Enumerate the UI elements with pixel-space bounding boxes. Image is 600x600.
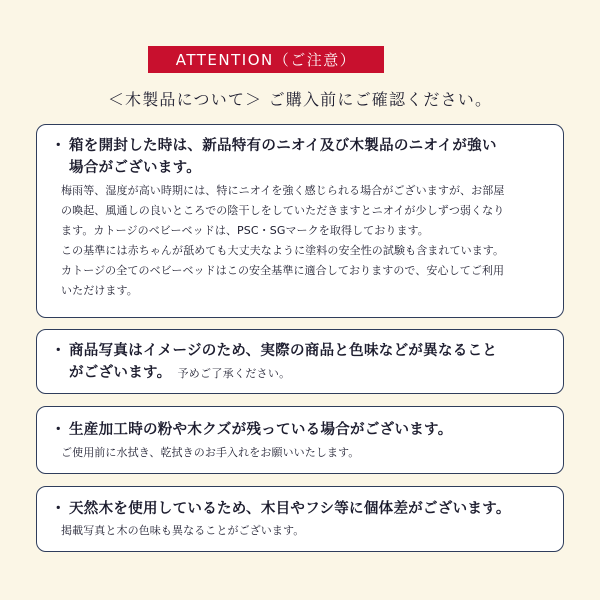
attention-banner [148, 46, 384, 73]
notice-heading-line1: 商品写真はイメージのため、実際の商品と色味などが異なること [69, 343, 498, 359]
bullet-icon: ・ [51, 138, 66, 154]
notice-body-line: この基準には赤ちゃんが舐めても大丈夫なように塗料の安全性の試験も含まれています。 [61, 244, 505, 257]
notice-body-line: の喚起、風通しの良いところでの陰干しをしていただきますとニオイが少しずつ弱くなり [61, 204, 505, 217]
notice-inline-note: 予めご了承ください。 [177, 367, 291, 380]
notice-card-odor [36, 124, 564, 318]
notice-body-line: 梅雨等、湿度が高い時期には、特にニオイを強く感じられる場合がございますが、お部屋 [61, 184, 505, 197]
bullet-icon: ・ [51, 501, 66, 517]
notice-card-dust [36, 406, 564, 474]
notice-body-line: いただけます。 [61, 284, 138, 297]
notice-heading-line1: 生産加工時の粉や木クズが残っている場合がございます。 [69, 422, 453, 438]
notice-heading [51, 135, 551, 179]
notice-heading-line2: 場合がございます。 [69, 160, 202, 176]
notice-body-line: カトージの全てのベビーベッドはこの安全基準に適合しておりますので、安心してご利用 [61, 264, 505, 277]
page-subtitle: ＜木製品について＞ ご購入前にご確認ください。 [107, 90, 493, 109]
notice-card-photo [36, 329, 564, 394]
notice-heading-line2: がございます。 [69, 365, 172, 381]
notice-body-line: ご使用前に水拭き、乾拭きのお手入れをお願いいたします。 [61, 446, 360, 459]
notice-heading [51, 498, 551, 520]
notice-heading [51, 419, 551, 441]
notice-body [61, 443, 553, 463]
bullet-icon: ・ [51, 343, 66, 359]
notice-body [61, 521, 553, 541]
notice-heading-line1: 天然木を使用しているため、木目やフシ等に個体差がございます。 [69, 501, 511, 517]
notice-body-line: ます。カトージのベビーベッドは、PSC・SGマークを取得しております。 [61, 224, 429, 237]
notice-heading [51, 340, 551, 385]
notice-card-grain [36, 486, 564, 552]
notice-body [61, 181, 553, 301]
bullet-icon: ・ [51, 422, 66, 438]
notice-heading-line1: 箱を開封した時は、新品特有のニオイ及び木製品のニオイが強い [69, 138, 497, 154]
notice-body-line: 掲載写真と木の色味も異なることがございます。 [61, 524, 305, 537]
attention-banner-label: ATTENTION（ご注意） [175, 51, 357, 69]
